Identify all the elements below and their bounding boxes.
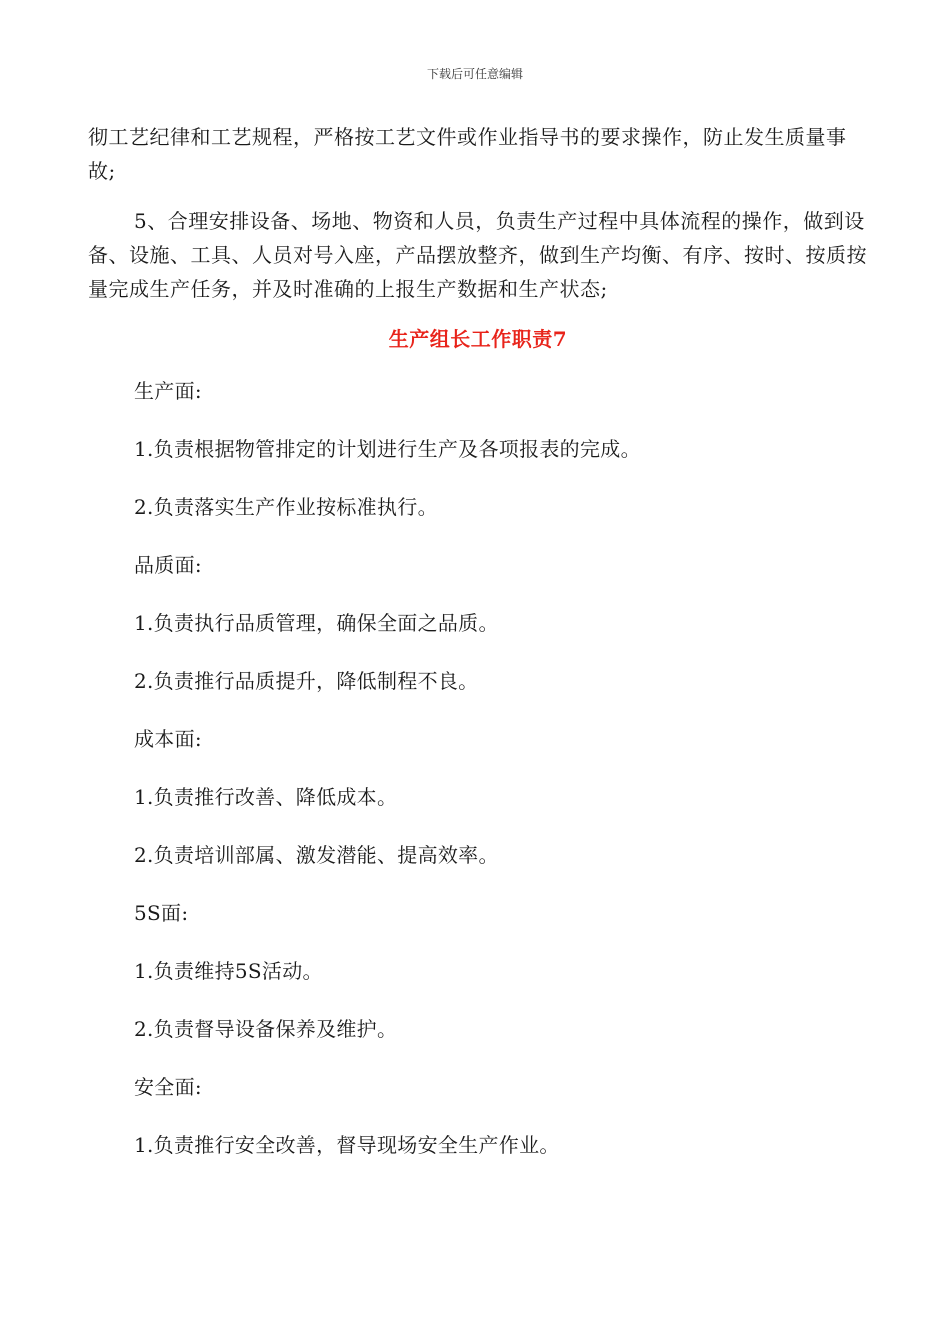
- subsection-heading: 成本面:: [134, 727, 202, 751]
- list-item: 2.负责落实生产作业按标准执行。: [134, 495, 438, 519]
- list-item: 1.负责根据物管排定的计划进行生产及各项报表的完成。: [134, 437, 641, 461]
- subsection-heading: 安全面:: [134, 1075, 202, 1099]
- document-body: [88, 120, 868, 1186]
- list-item: 2.负责培训部属、激发潜能、提高效率。: [134, 843, 499, 867]
- list-item: 1.负责推行安全改善，督导现场安全生产作业。: [134, 1133, 560, 1157]
- subsection-heading: 5S面:: [134, 901, 189, 925]
- paragraph-continued: 彻工艺纪律和工艺规程，严格按工艺文件或作业指导书的要求操作，防止发生质量事故;: [88, 125, 847, 183]
- list-item: 1.负责维持5S活动。: [134, 959, 323, 983]
- list-item: 2.负责推行品质提升，降低制程不良。: [134, 669, 479, 693]
- subsection-heading: 生产面:: [134, 379, 202, 403]
- list-item: 1.负责推行改善、降低成本。: [134, 785, 398, 809]
- list-item: 1.负责执行品质管理，确保全面之品质。: [134, 611, 499, 635]
- subsection-heading: 品质面:: [134, 553, 202, 577]
- header-note: 下载后可任意编辑: [426, 67, 523, 81]
- section-title: 生产组长工作职责7: [388, 327, 568, 351]
- paragraph-item-5: 5、合理安排设备、场地、物资和人员，负责生产过程中具体流程的操作，做到设备、设施、工具、人员对号入座，产品摆放整齐，做到生产均衡、有序、按时、按质按量完成生产任务，并及时准确的上报生产数据和生产状态;: [88, 209, 867, 301]
- list-item: 2.负责督导设备保养及维护。: [134, 1017, 398, 1041]
